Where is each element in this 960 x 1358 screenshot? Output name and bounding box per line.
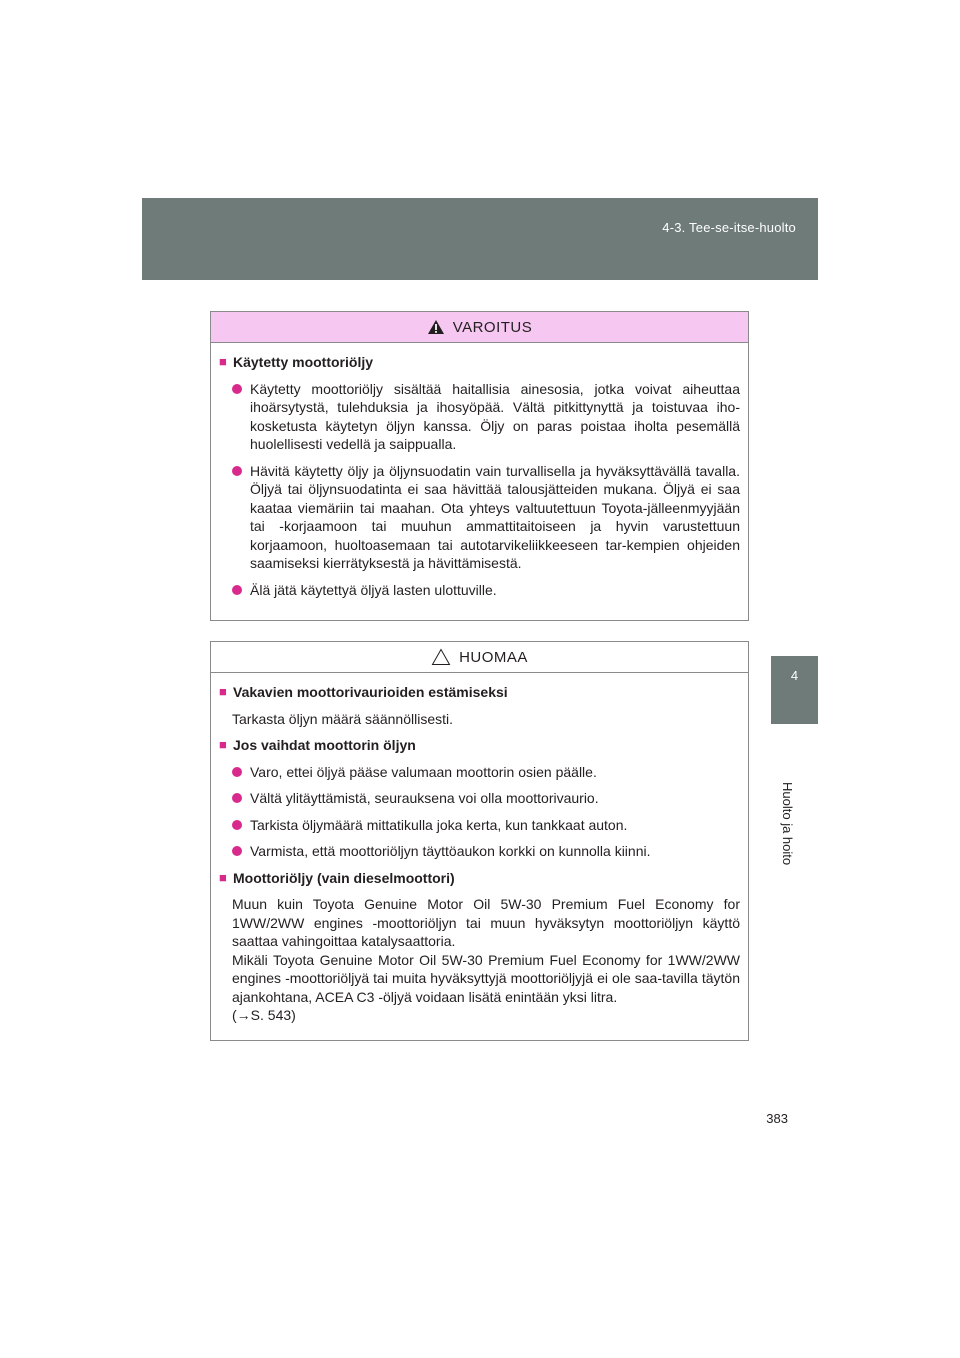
list-item-text: Varo, ettei öljyä pääse valumaan moottorin osien päälle. <box>250 763 597 780</box>
notice-heading-3 <box>219 869 740 888</box>
list-item <box>219 842 740 861</box>
notice-heading-text: Moottoriöljy (vain dieselmoottori) <box>233 869 455 886</box>
bullet-dot-icon <box>232 384 242 394</box>
warning-header <box>211 312 748 343</box>
list-item <box>219 816 740 835</box>
notice-body <box>211 673 748 1025</box>
list-item-text: Älä jätä käytettyä öljyä lasten ulottuville. <box>250 581 497 598</box>
list-item <box>219 789 740 808</box>
list-item-text: Varmista, että moottoriöljyn täyttöaukon korkki on kunnolla kiinni. <box>250 843 651 859</box>
notice-header <box>211 642 748 673</box>
paragraph-line: Muun kuin Toyota Genuine Motor Oil 5W-30 Premium Fuel Economy for 1WW/2WW engines -moottoriöljyn tai muun hyväksytyn moottoriöljyn käyttö saattaa vahingoittaa katalysaattoria. <box>232 896 740 949</box>
chapter-number: 4 <box>790 668 799 683</box>
notice-title: HUOMAA <box>459 648 528 666</box>
list-item <box>219 380 740 454</box>
square-bullet-icon: ■ <box>219 737 227 752</box>
square-bullet-icon: ■ <box>219 684 227 699</box>
bullet-dot-icon <box>232 585 242 595</box>
notice-paragraph <box>219 895 740 1025</box>
warning-heading-text: Käytetty moottoriöljy <box>233 354 374 370</box>
bullet-dot-icon <box>232 820 242 830</box>
bullet-dot-icon <box>232 793 242 803</box>
list-item-text: Tarkista öljymäärä mittatikulla joka kerta, kun tankkaat auton. <box>250 816 628 833</box>
notice-paragraph: Tarkasta öljyn määrä säännöllisesti. <box>232 710 453 727</box>
warning-triangle-filled-icon <box>427 319 445 335</box>
list-item-text: Vältä ylitäyttämistä, seurauksena voi olla moottorivaurio. <box>250 790 599 806</box>
list-item <box>219 581 740 600</box>
page-reference: (→S. 543) <box>232 1007 296 1023</box>
notice-box <box>210 641 749 1041</box>
notice-heading-text: Jos vaihdat moottorin öljyn <box>233 737 416 753</box>
section-title: 4-3. Tee-se-itse-huolto <box>662 220 796 235</box>
notice-heading-1 <box>219 683 740 702</box>
warning-triangle-outline-icon <box>431 648 451 666</box>
header-band <box>142 198 818 280</box>
square-bullet-icon: ■ <box>219 354 227 369</box>
notice-heading-2 <box>219 736 740 755</box>
list-item <box>219 763 740 782</box>
warning-body <box>211 343 748 599</box>
warning-title: VAROITUS <box>452 318 533 336</box>
list-item-text: Hävitä käytetty öljy ja öljynsuodatin vain turvallisella ja hyväksyttävällä tavalla. Öljyä tai öljynsuodatinta ei saa hävittää talousjätteiden mukana. Öljyä ei saa kaataa viemäriin tai maahan. Ota yhteys valtuutettuun Toyota-jälleenmyyjään tai -korjaamoon tai muuhun ammattitaitoiseen ja hyvin varustettuun korjaamoon, huoltoasemaan tai autotarvikeliikkeeseen tar-kempien ohjeiden saamiseksi kierrätyksestä ja hävittämisestä. <box>250 462 740 571</box>
page-number: 383 <box>766 1111 788 1126</box>
chapter-tab <box>771 656 818 724</box>
chapter-title: Huolto ja hoito <box>780 782 795 866</box>
bullet-dot-icon <box>232 846 242 856</box>
bullet-dot-icon <box>232 466 242 476</box>
list-item <box>219 462 740 573</box>
notice-heading-text: Vakavien moottorivaurioiden estämiseksi <box>233 684 508 700</box>
paragraph-line: Mikäli Toyota Genuine Motor Oil 5W-30 Premium Fuel Economy for 1WW/2WW engines -moottoriöljyä tai muita hyväksyttyjä moottoriöljyjä ei ole saa-tavilla täytön ajankohtana, ACEA C3 -öljyä voidaan lisätä enintään yksi litra. <box>232 951 740 1005</box>
warning-heading <box>219 353 740 372</box>
list-item-text: Käytetty moottoriöljy sisältää haitallisia ainesosia, jotka voivat aiheuttaa ihoärsytystä, tulehduksia ja ihosyöpää. Vältä pitkittynyttä ja toistuvaa iho-kosketusta käytetyn öljyn kanssa. Öljy on paras poistaa iholta pesemällä huolellisesti vedellä ja saippualla. <box>250 380 740 452</box>
warning-box <box>210 311 749 621</box>
square-bullet-icon: ■ <box>219 869 227 885</box>
bullet-dot-icon <box>232 767 242 777</box>
